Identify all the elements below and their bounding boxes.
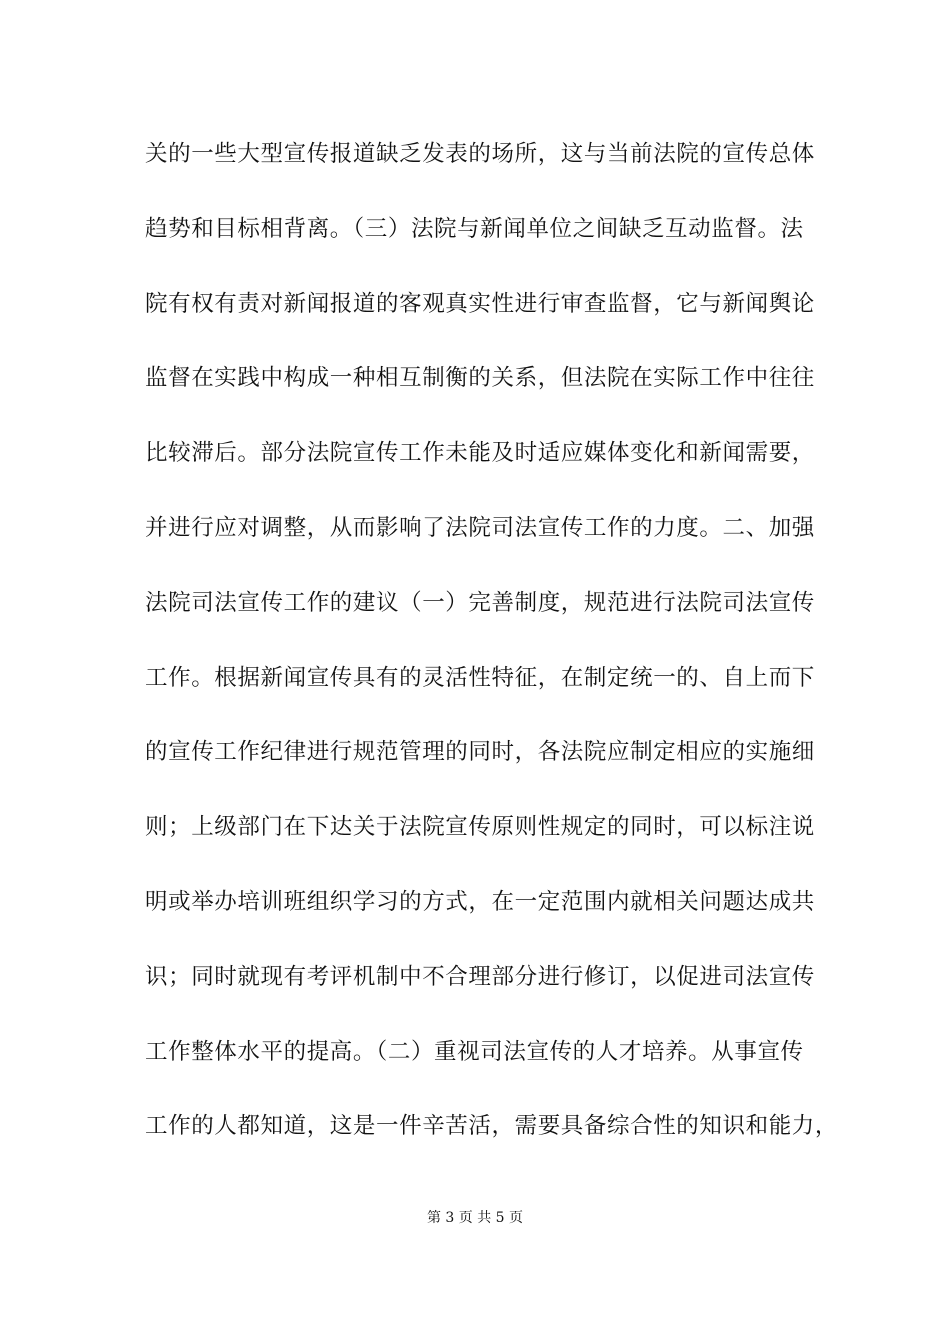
text-line: 识；同时就现有考评机制中不合理部分进行修订，以促进司法宣传 — [145, 963, 815, 990]
text-line: 工作。根据新闻宣传具有的灵活性特征，在制定统一的、自上而下 — [145, 664, 815, 691]
text-line: 的宣传工作纪律进行规范管理的同时，各法院应制定相应的实施细 — [145, 739, 815, 766]
text-line: 明或举办培训班组织学习的方式，在一定范围内就相关问题达成共 — [145, 888, 815, 915]
text-line: 关的一些大型宣传报道缺乏发表的场所，这与当前法院的宣传总体 — [145, 141, 815, 167]
text-line: 趋势和目标相背离。（三）法院与新闻单位之间缺乏互动监督。法 — [145, 215, 804, 242]
text-line: 院有权有责对新闻报道的客观真实性进行审查监督，它与新闻舆论 — [145, 290, 815, 317]
text-line: 则；上级部门在下达关于法院宣传原则性规定的同时，可以标注说 — [145, 814, 815, 841]
page-number-footer — [0, 1209, 950, 1227]
text-line: 监督在实践中构成一种相互制衡的关系，但法院在实际工作中往往 — [145, 365, 815, 392]
text-line: 并进行应对调整，从而影响了法院司法宣传工作的力度。二、加强 — [145, 514, 815, 541]
page-number-label: 第 3 页 共 5 页 — [426, 1210, 524, 1226]
text-line: 工作的人都知道，这是一件辛苦活，需要具备综合性的知识和能力， — [145, 1113, 839, 1140]
text-line: 法院司法宣传工作的建议（一）完善制度，规范进行法院司法宣传 — [145, 589, 815, 616]
body-paragraph — [145, 134, 839, 1181]
text-line: 比较滞后。部分法院宣传工作未能及时适应媒体变化和新闻需要， — [145, 440, 815, 467]
text-line: 工作整体水平的提高。（二）重视司法宣传的人才培养。从事宣传 — [145, 1038, 804, 1065]
